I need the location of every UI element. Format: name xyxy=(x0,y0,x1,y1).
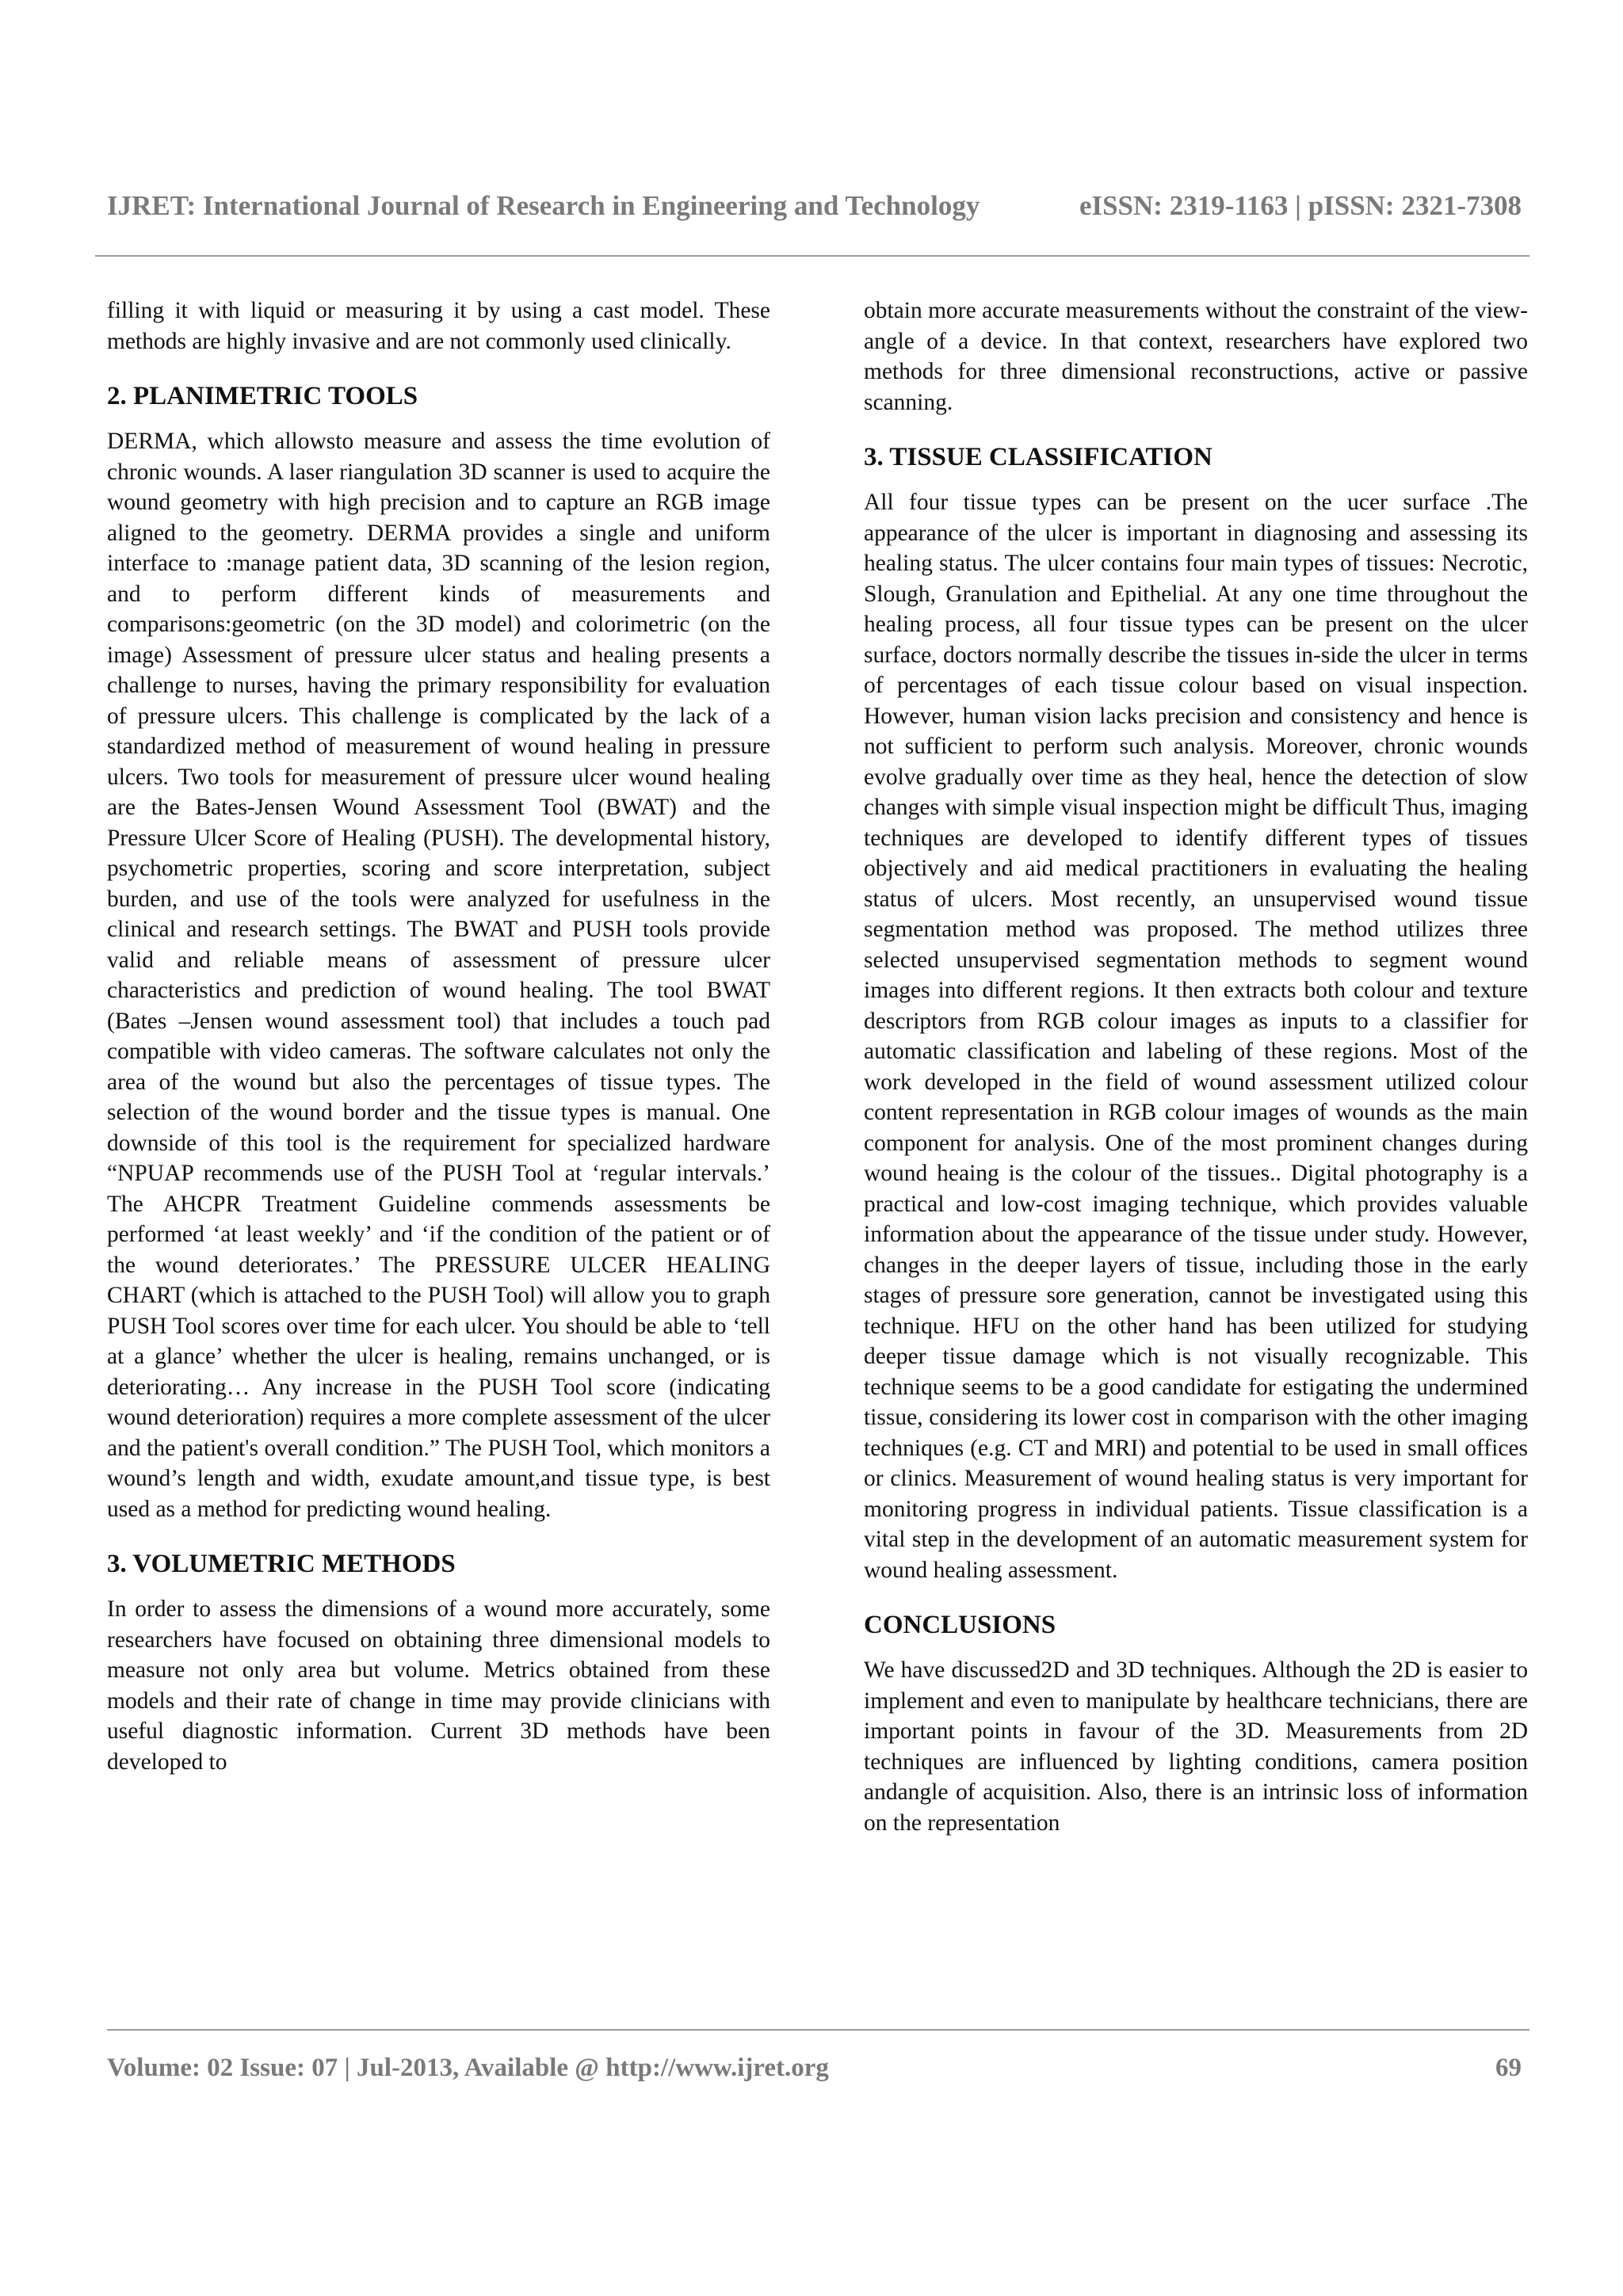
header-rule xyxy=(95,255,1529,257)
running-footer xyxy=(107,2054,1522,2083)
planimetric-paragraph: DERMA, which allowsto measure and assess the time evolution of chronic wounds. A laser riangulation 3D scanner is used to acquire the wound geometry with high precision and to capture an RGB image aligned to the geometry. DERMA provides a single and uniform interface to :manage patient data, 3D scanning of the lesion region, and to perform different kinds of measurements and comparisons:geometric (on the 3D model) and colorimetric (on the image) Assessment of pressure ulcer status and healing presents a challenge to nurses, having the primary responsibility for evaluation of pressure ulcers. This challenge is complicated by the lack of a standardized method of measurement of wound healing in pressure ulcers. Two tools for measurement of pressure ulcer wound healing are the Bates-Jensen Wound Assessment Tool (BWAT) and the Pressure Ulcer Score of Healing (PUSH). The developmental history, psychometric properties, scoring and score interpretation, subject burden, and use of the tools were analyzed for usefulness in the clinical and research settings. The BWAT and PUSH tools provide valid and reliable means of assessment of pressure ulcer characteristics and prediction of wound healing. The tool BWAT (Bates –Jensen wound assessment tool) that includes a touch pad compatible with video cameras. The software calculates not only the area of the wound but also the percentages of tissue types. The selection of the wound border and the tissue types is manual. One downside of this tool is the requirement for specialized hardware “NPUAP recommends use of the PUSH Tool at ‘regular intervals.’ The AHCPR Treatment Guideline commends assessments be performed ‘at least weekly’ and ‘if the condition of the patient or of the wound deteriorates.’ The PRESSURE ULCER HEALING CHART (which is attached to the PUSH Tool) will allow you to graph PUSH Tool scores over time for each ulcer. You should be able to ‘tell at a glance’ whether the ulcer is healing, remains unchanged, or is deteriorating… Any increase in the PUSH Tool score (indicating wound deterioration) requires a more complete assessment of the ulcer and the patient's overall condition.” The PUSH Tool, which monitors a wound’s length and width, exudate amount,and tissue type, is best used as a method for predicting wound healing. xyxy=(107,429,770,1522)
volumetric-heading: 3. VOLUMETRIC METHODS xyxy=(107,1550,456,1578)
tissue-paragraph: All four tissue types can be present on the ucer surface .The appearance of the ulcer is important in diagnosing and assessing its healing status. The ulcer contains four main types of tissues: Necrotic, Slough, Granulation and Epithelial. At any one time throughout the healing process, all four tissue types can be present on the ulcer surface, doctors normally describe the tissues in-side the ulcer in terms of percentages of each tissue colour based on visual inspection. However, human vision lacks precision and consistency and hence is not sufficient to perform such analysis. Moreover, chronic wounds evolve gradually over time as they heal, hence the detection of slow changes with simple visual inspection might be difficult Thus, imaging techniques are developed to identify different types of tissues objectively and aid medical practitioners in evaluating the healing status of ulcers. Most recently, an unsupervised wound tissue segmentation method was proposed. The method utilizes three selected unsupervised segmentation methods to segment wound images into different regions. It then extracts both colour and texture descriptors from RGB colour images as inputs to a classifier for automatic classification and labeling of these regions. Most of the work developed in the field of wound assessment utilized colour content representation in RGB colour images of wounds as the main component for analysis. One of the most prominent changes during wound heaing is the colour of the tissues.. Digital photography is a practical and low-cost imaging technique, which provides valuable information about the appearance of the tissue under study. However, changes in the deeper layers of tissue, including those in the early stages of pressure sore generation, cannot be investigated using this technique. HFU on the other hand has been utilized for studying deeper tissue damage which is not visually recognizable. This technique seems to be a good candidate for estigating the undermined tissue, considering its lower cost in comparison with the other imaging techniques (e.g. CT and MRI) and potential to be used in small offices or clinics. Measurement of wound healing status is very important for monitoring progress in individual patients. Tissue classification is a vital step in the development of an automatic measurement system for wound healing assessment. xyxy=(864,490,1528,1583)
volumetric-paragraph: In order to assess the dimensions of a wound more accurately, some researchers have focused on obtaining three dimensional models to measure not only area but volume. Metrics obtained from these models and their rate of change in time may provide clinicians with useful diagnostic information. Current 3D methods have been developed to xyxy=(107,1596,770,1775)
issn-info: eISSN: 2319-1163 | pISSN: 2321-7308 xyxy=(1079,190,1522,221)
right-column xyxy=(864,296,1528,1838)
left-intro-paragraph: filling it with liquid or measuring it by using a cast model. These methods are highly invasive and are not commonly used clinically. xyxy=(107,298,770,354)
conclusions-heading: CONCLUSIONS xyxy=(864,1611,1056,1639)
left-column xyxy=(107,296,770,1777)
planimetric-heading: 2. PLANIMETRIC TOOLS xyxy=(107,382,418,410)
tissue-heading: 3. TISSUE CLASSIFICATION xyxy=(864,443,1212,471)
right-intro-paragraph: obtain more accurate measurements without the constraint of the view-angle of a device. In that context, researchers have explored two methods for three dimensional reconstructions, active or passive scanning. xyxy=(864,298,1528,415)
page-number: 69 xyxy=(1495,2054,1522,2082)
conclusions-paragraph: We have discussed2D and 3D techniques. Although the 2D is easier to implement and even to manipulate by healthcare technicians, there are important points in favour of the 3D. Measurements from 2D techniques are influenced by lighting conditions, camera position andangle of acquisition. Also, there is an intrinsic loss of information on the representation xyxy=(864,1657,1528,1836)
volume-info: Volume: 02 Issue: 07 | Jul-2013, Available @ http://www.ijret.org xyxy=(107,2054,829,2082)
journal-title: IJRET: International Journal of Research in Engineering and Technology xyxy=(107,190,980,221)
running-header xyxy=(107,190,1522,222)
footer-rule xyxy=(107,2029,1529,2031)
